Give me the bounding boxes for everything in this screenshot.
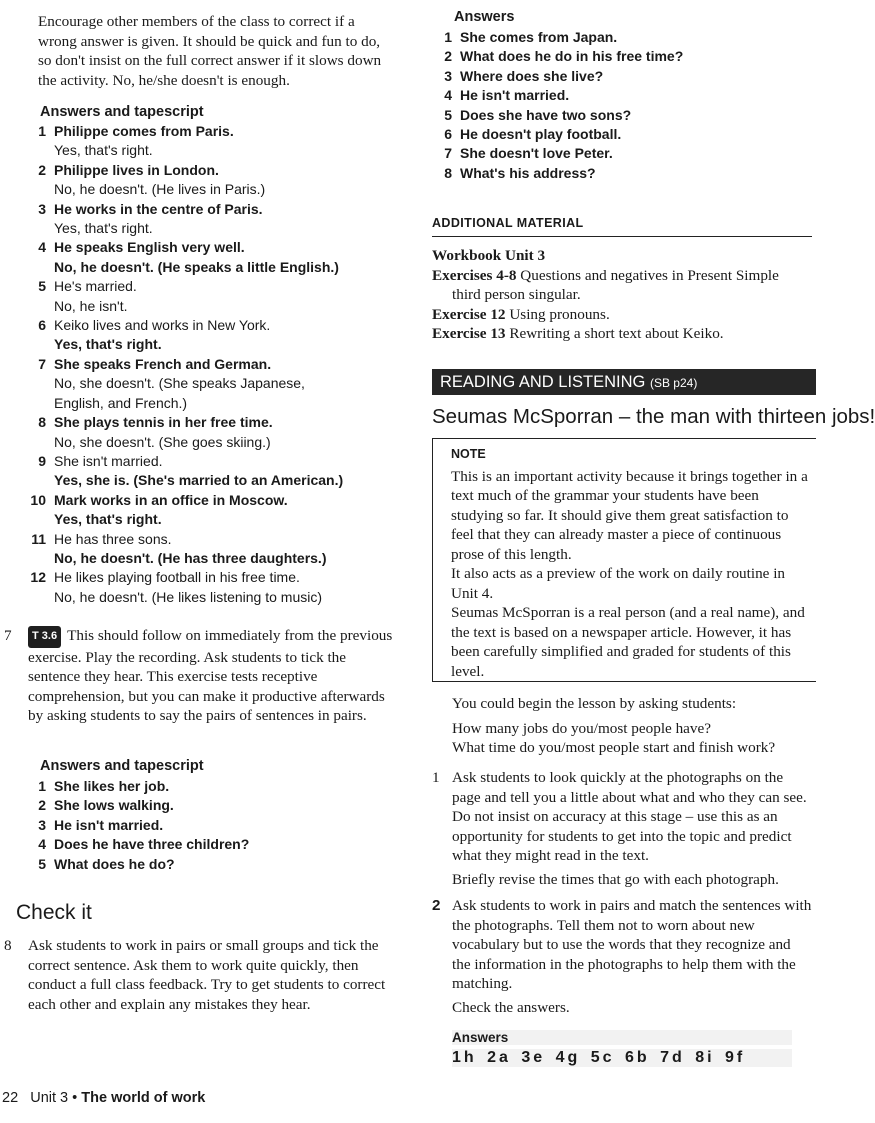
workbook-item: Exercise 12 Using pronouns. [432, 305, 610, 323]
paragraph-2: 2 Ask students to work in pairs and match the sentences with the photographs. Tell them not to worn about new vocabulary but to use the words that they recognize and the information in the photographs to help them with the matching. Check the answers. [432, 897, 812, 1016]
note-box [432, 438, 816, 682]
note-heading: NOTE [451, 447, 486, 461]
check-it-heading: Check it [16, 901, 92, 924]
unit-title: The world of work [81, 1090, 206, 1106]
answer-item: 6 He doesn't play football. [444, 126, 622, 143]
answer-item: 3 He works in the centre of Paris. Yes, that's right. [38, 200, 263, 237]
answer-item: 4 Does he have three children? [38, 836, 250, 853]
answers-list [432, 28, 683, 183]
answer-item: 1 Philippe comes from Paris. Yes, that's right. [38, 123, 234, 159]
answer-item: 2 She lows walking. [38, 797, 174, 814]
answer-item: 5 He's married. No, he isn't. [38, 278, 137, 314]
page-footer [2, 1090, 205, 1106]
paragraph-7: 7 T 3.6 This should follow on immediately from the previous exercise. Play the recording. Ask students to tick the sentence they hear. This exercise tests receptive comprehension, but you can make it productive afterwards by asking students to say the pairs of sentences in pairs. [4, 627, 393, 724]
question-1: How many jobs do you/most people have? [452, 719, 711, 737]
workbook-item-cont: third person singular. [452, 286, 581, 303]
workbook-item: Exercises 4-8 Questions and negatives in Present Simple [432, 266, 779, 284]
section-banner: READING AND LISTENING (SB p24) [432, 369, 816, 395]
workbook-section [432, 246, 812, 344]
story-title: Seumas McSporran – the man with thirteen jobs! [432, 405, 875, 428]
answer-item: 7 She doesn't love Peter. [444, 145, 613, 162]
answers-bottom-heading: Answers [452, 1030, 792, 1045]
unit-label: Unit 3 [30, 1090, 69, 1106]
workbook-title: Workbook Unit 3 [432, 247, 546, 264]
answer-item: 10 Mark works in an office in Moscow. Yes, that's right. [30, 491, 288, 528]
answer-item: 9 She isn't married. Yes, she is. (She's married to an American.) [38, 452, 344, 489]
answers-tapescript-list [26, 122, 354, 607]
answers-tapescript-list-2 [26, 777, 249, 874]
note-paragraph: This is an important activity because it brings together in a text much of the grammar your students have been studying so far. It should give them great satisfaction to feel that they can already master a piece of continuous prose of this length. [451, 467, 808, 563]
answer-item: 2 Philippe lives in London. No, he doesn't. (He lives in Paris.) [38, 161, 266, 198]
answer-item: 4 He speaks English very well. No, he doesn't. (He speaks a little English.) [38, 239, 339, 275]
answer-item: 2 What does he do in his free time? [444, 48, 684, 65]
answers-bottom-key: 1h 2a 3e 4g 5c 6b 7d 8i 9f [452, 1049, 792, 1067]
footer-separator: • [72, 1090, 78, 1106]
answer-item: 1 She likes her job. [38, 778, 170, 794]
answer-item: 5 What does he do? [38, 855, 175, 872]
paragraph-1: 1 Ask students to look quickly at the photographs on the page and tell you a little about what and who they can see. Do not insist on accuracy at this stage – use this as an opportunity for students to get into the topic and predict what they might read in the text. Briefly revise the times that go with each photograph. [432, 769, 807, 888]
answer-item: 4 He isn't married. [444, 87, 570, 104]
answer-item: 7 She speaks French and German. No, she doesn't. (She speaks Japanese, English, and French.) [38, 355, 305, 411]
answers-heading: Answers [454, 9, 515, 25]
page-number: 22 [2, 1090, 19, 1106]
recording-badge: T 3.6 [28, 626, 61, 648]
note-paragraph: Seumas McSporran is a real person (and a real name), and the text is based on a newspaper article. However, it has been carefully simplified and graded for students of this level. [451, 604, 805, 680]
question-2: What time do you/most people start and finish work? [452, 739, 776, 756]
intro-paragraph: Encourage other members of the class to correct if a wrong answer is given. It should be quick and fun to do, so don't insist on the full correct answer if it slows down the activity. No, he/she doesn't is enough. [38, 13, 382, 89]
answer-item: 3 Where does she live? [444, 67, 604, 84]
answer-item: 1 She comes from Japan. [444, 29, 618, 45]
answer-item: 3 He isn't married. [38, 816, 164, 833]
answers-tapescript-heading: Answers and tapescript [40, 104, 204, 120]
answers-tapescript-heading-2: Answers and tapescript [40, 758, 204, 774]
answer-item: 5 Does she have two sons? [444, 106, 632, 123]
answer-item: 12 He likes playing football in his free time. No, he doesn't. (He likes listening to music) [30, 569, 323, 605]
workbook-item: Exercise 13 Rewriting a short text about Keiko. [432, 325, 724, 342]
answer-item: 11 He has three sons. No, he doesn't. (He has three daughters.) [31, 530, 327, 566]
note-paragraph: It also acts as a preview of the work on daily routine in Unit 4. [451, 565, 786, 602]
paragraph-8: 8 Ask students to work in pairs or small groups and tick the correct sentence. Ask them to work quite quickly, then conduct a full class feedback. Try to get students to correct each other and explain any mistakes they hear. [4, 937, 386, 1013]
begin-text: You could begin the lesson by asking students: [452, 695, 737, 712]
answer-item: 8 What's his address? [444, 164, 596, 181]
lesson-intro [452, 694, 812, 763]
answer-item: 6 Keiko lives and works in New York. Yes, that's right. [38, 317, 271, 353]
additional-material-heading: ADDITIONAL MATERIAL [432, 216, 812, 237]
answer-item: 8 She plays tennis in her free time. No, she doesn't. (She goes skiing.) [38, 414, 273, 450]
